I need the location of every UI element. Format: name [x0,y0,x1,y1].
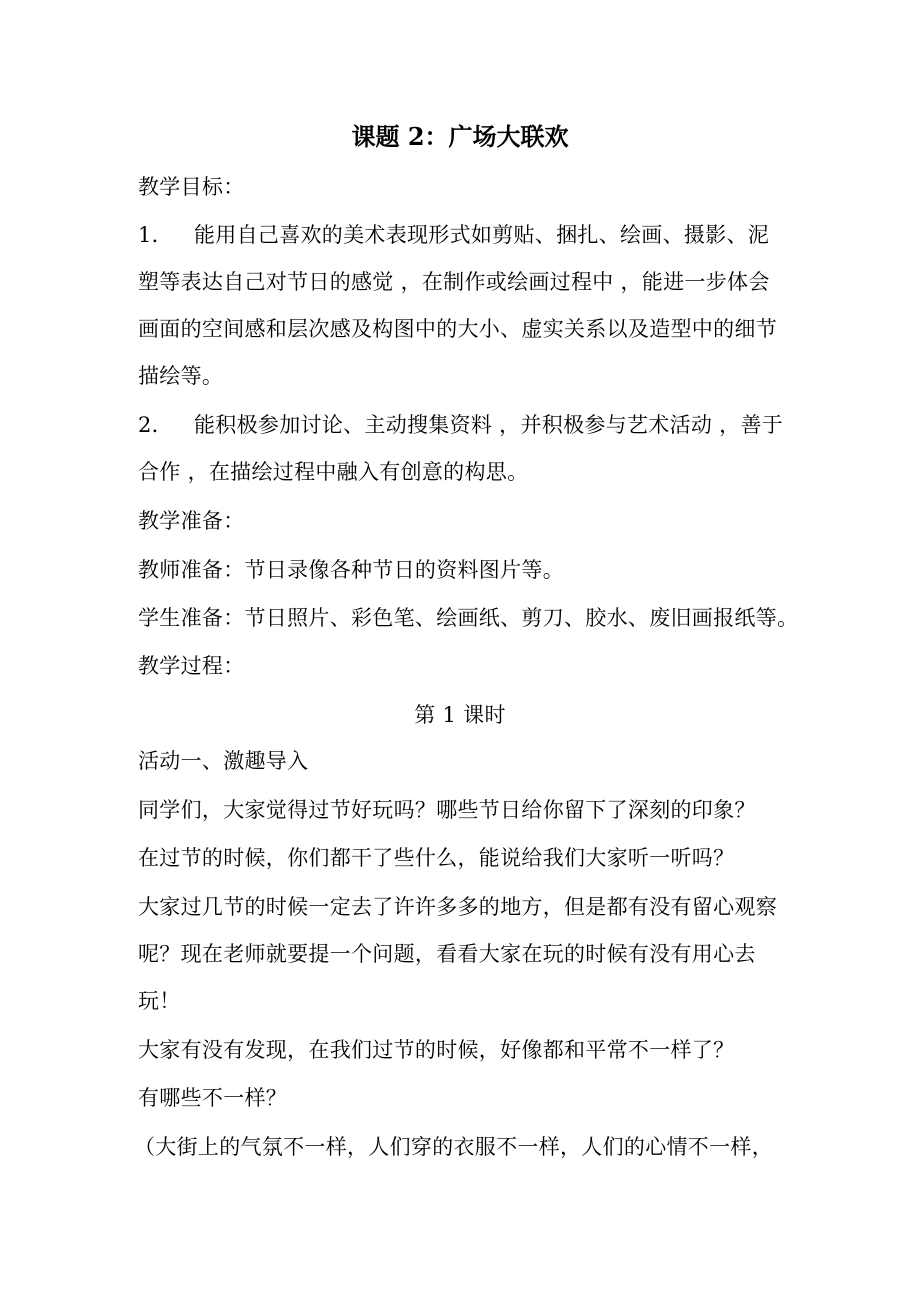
goal-1-number: 1． [138,223,173,247]
goal-1-line-2: 塑等表达自己对节日的感觉 ，在制作或绘画过程中 ，能进一步体会 [138,270,770,294]
teacher-prep: 教师准备：节日录像各种节日的资料图片等。 [138,558,564,582]
body-paragraph-3-line-1: 大家过几节的时候一定去了许许多多的地方，但是都有没有留心观察 [138,895,777,919]
body-paragraph-4: 大家有没有发现，在我们过节的时候，好像都和平常不一样了？ [138,1038,735,1062]
goal-1-line-3: 画面的空间感和层次感及构图中的大小、虚实关系以及造型中的细节 [138,317,777,341]
page-title: 课题 2：广场大联欢 [351,122,569,151]
goal-2-line-2: 合作 ，在描绘过程中融入有创意的构思。 [138,460,529,484]
body-paragraph-2: 在过节的时候，你们都干了些什么，能说给我们大家听一听吗？ [138,846,735,870]
student-prep: 学生准备：节日照片、彩色笔、绘画纸、剪刀、胶水、废旧画报纸等。 [138,606,799,630]
lesson-heading: 第 1 课时 [414,703,506,727]
goal-1-line-1 [138,220,798,250]
body-paragraph-5: 有哪些不一样？ [138,1086,288,1110]
goal-2-line-1 [138,410,798,440]
goal-1-line-4: 描绘等。 [138,364,224,388]
activity-1-heading: 活动一、激趣导入 [138,749,309,773]
goal-1-text-1: 能用自己喜欢的美术表现形式如剪贴、捆扎、绘画、摄影、泥 [194,223,770,247]
body-paragraph-3-line-3: 玩！ [138,989,181,1013]
body-paragraph-6: （大街上的气氛不一样，人们穿的衣服不一样，人们的心情不一样， [134,1135,773,1159]
body-paragraph-1: 同学们，大家觉得过节好玩吗？哪些节日给你留下了深刻的印象？ [138,798,756,822]
process-heading: 教学过程： [138,654,245,678]
goals-heading: 教学目标： [138,175,245,199]
goal-2-text-1: 能积极参加讨论、主动搜集资料 ，并积极参与艺术活动 ，善于 [194,413,784,437]
body-paragraph-3-line-2: 呢？现在老师就要提一个问题，看看大家在玩的时候有没有用心去 [138,942,756,966]
prep-heading: 教学准备： [138,509,245,533]
goal-2-number: 2． [138,413,173,437]
